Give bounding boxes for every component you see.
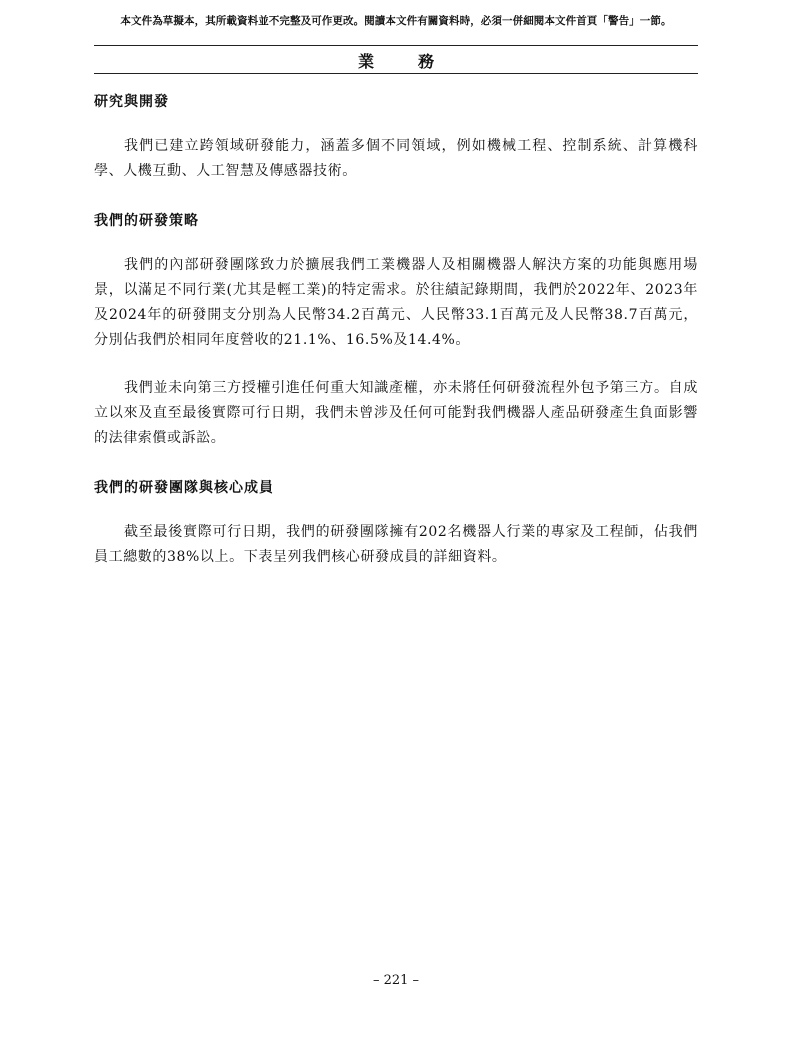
heading-rd-strategy: 我們的研發策略 — [94, 213, 199, 229]
heading-rd-team: 我們的研發團隊與核心成員 — [94, 480, 274, 496]
header-rule-bottom — [94, 73, 698, 74]
draft-notice: 本文件為草擬本，其所載資料並不完整及可作更改。閱讀本文件有關資料時，必須一併細閱本文件首頁「警告」一節。 — [120, 15, 672, 27]
section-title: 業 務 — [357, 52, 448, 71]
document-body — [94, 88, 698, 570]
paragraph-ip-litigation: 我們並未向第三方授權引進任何重大知識產權，亦未將任何研發流程外包予第三方。自成立以來及直至最後實際可行日期，我們未曾涉及任何可能對我們機器人產品研發產生負面影響的法律索償或訴訟。 — [94, 380, 698, 446]
page-number: – 221 – — [372, 973, 420, 988]
heading-research-development: 研究與開發 — [94, 94, 169, 110]
paragraph-rd-expenditure: 我們的內部研發團隊致力於擴展我們工業機器人及相關機器人解決方案的功能與應用場景，以滿足不同行業(尤其是輕工業)的特定需求。於往績記錄期間，我們於2022年、2023年及2024年的研發開支分別為人民幣34.2百萬元、人民幣33.1百萬元及人民幣38.7百萬元，分別佔我們於相同年度營收的21.1%、16.5%及14.4%。 — [94, 257, 698, 348]
header-rule-top — [94, 45, 698, 46]
paragraph-rd-capabilities: 我們已建立跨領域研發能力，涵蓋多個不同領域，例如機械工程、控制系統、計算機科學、人機互動、人工智慧及傳感器技術。 — [94, 138, 698, 179]
paragraph-rd-team-size: 截至最後實際可行日期，我們的研發團隊擁有202名機器人行業的專家及工程師，佔我們員工總數的38%以上。下表呈列我們核心研發成員的詳細資料。 — [94, 524, 698, 565]
